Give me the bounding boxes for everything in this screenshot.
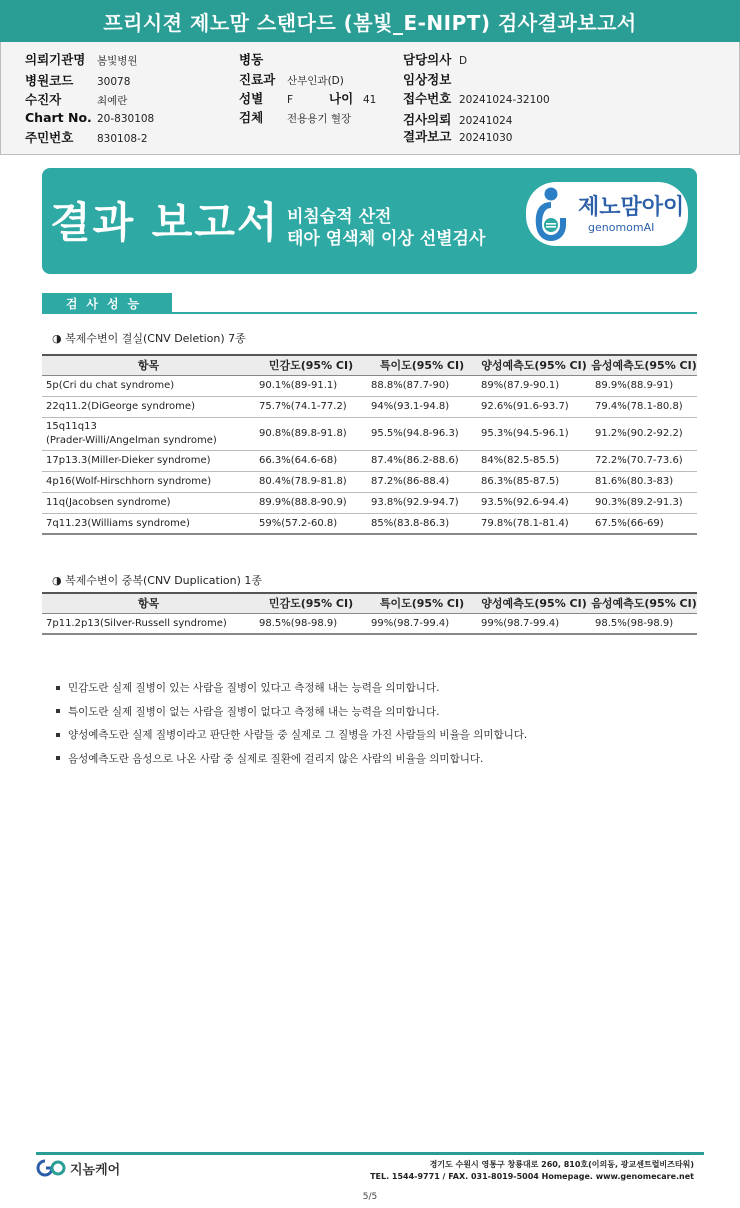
note-item: 양성예측도란 실제 질병이라고 판단한 사람들 중 실제로 그 질병을 가진 사람들의 비율을 의미합니다. [56, 723, 527, 747]
table-row [42, 513, 697, 534]
info-receipt-no [403, 89, 550, 107]
row-value: 92.6%(91.6-93.7) [477, 396, 591, 417]
info-label: 의뢰기관명 [25, 52, 86, 67]
table-row [42, 417, 697, 450]
row-value: 67.5%(66-69) [591, 513, 697, 534]
info-institution [25, 50, 138, 68]
row-value: 84%(82.5-85.5) [477, 450, 591, 471]
row-value: 90.8%(89.8-91.8) [255, 417, 367, 450]
duplication-table-body [42, 613, 697, 634]
info-label: 나이 [329, 91, 354, 106]
patient-info-box [0, 42, 740, 155]
info-resident-no [25, 128, 148, 146]
footer-divider [36, 1152, 704, 1155]
row-value: 90.3%(89.2-91.3) [591, 492, 697, 513]
col-header: 특이도(95% CI) [367, 355, 477, 375]
report-title-bar [0, 0, 740, 42]
definition-notes [56, 676, 527, 770]
info-department [239, 70, 344, 88]
info-value: D [459, 55, 468, 67]
table-row [42, 492, 697, 513]
col-header: 항목 [42, 593, 255, 613]
col-header: 음성예측도(95% CI) [591, 355, 697, 375]
duplication-heading: ◑ 복제수변이 중복(CNV Duplication) 1종 [52, 574, 263, 587]
deletion-table [42, 354, 697, 535]
row-value: 89.9%(88.9-91) [591, 375, 697, 396]
row-item-name: 17p13.3(Miller-Dieker syndrome) [42, 450, 255, 471]
info-value: 20241024 [459, 115, 513, 127]
row-value: 94%(93.1-94.8) [367, 396, 477, 417]
row-value: 89.9%(88.8-90.9) [255, 492, 367, 513]
table-row [42, 450, 697, 471]
row-value: 85%(83.8-86.3) [367, 513, 477, 534]
table-row [42, 613, 697, 634]
banner-title: 결과 보고서 [50, 198, 280, 247]
info-value: 41 [363, 94, 377, 106]
row-item-name: 11q(Jacobsen syndrome) [42, 492, 255, 513]
row-value: 93.8%(92.9-94.7) [367, 492, 477, 513]
info-label: 진료과 [239, 72, 276, 87]
col-header: 항목 [42, 355, 255, 375]
info-label: 결과보고 [403, 129, 452, 144]
row-value: 99%(98.7-99.4) [367, 613, 477, 634]
section-title: 검사성능 [65, 296, 149, 311]
col-header: 양성예측도(95% CI) [477, 593, 591, 613]
row-item-name: 7q11.23(Williams syndrome) [42, 513, 255, 534]
info-sex [239, 89, 293, 107]
row-item-name: 22q11.2(DiGeorge syndrome) [42, 396, 255, 417]
info-value: F [287, 94, 294, 106]
footer-address-block [370, 1159, 694, 1183]
col-header: 민감도(95% CI) [255, 593, 367, 613]
row-value: 87.2%(86-88.4) [367, 471, 477, 492]
row-item-name: 4p16(Wolf-Hirschhorn syndrome) [42, 471, 255, 492]
info-value: 전용용기 혈장 [287, 113, 352, 125]
info-ward [239, 50, 287, 68]
row-value: 90.1%(89-91.1) [255, 375, 367, 396]
deletion-table-body [42, 375, 697, 534]
row-value: 79.4%(78.1-80.8) [591, 396, 697, 417]
info-doctor [403, 50, 467, 68]
info-label: 병동 [239, 52, 264, 67]
row-value: 86.3%(85-87.5) [477, 471, 591, 492]
row-value: 93.5%(92.6-94.4) [477, 492, 591, 513]
note-item: 특이도란 실제 질병이 없는 사람을 질병이 없다고 측정해 내는 능력을 의미합니다. [56, 700, 527, 724]
note-item: 민감도란 실제 질병이 있는 사람을 질병이 있다고 측정해 내는 능력을 의미합니다. [56, 676, 527, 700]
info-label: 접수번호 [403, 91, 452, 106]
info-label: Chart No. [25, 110, 92, 125]
report-title: 프리시젼 제노맘 스탠다드 (봄빛_E-NIPT) 검사결과보고서 [103, 10, 637, 35]
row-value: 89%(87.9-90.1) [477, 375, 591, 396]
info-label: 담당의사 [403, 52, 452, 67]
info-value: 20241024-32100 [459, 94, 550, 106]
banner-subtitle-1: 비침습적 산전 [287, 207, 392, 227]
duplication-table [42, 592, 697, 635]
info-clinical [403, 70, 459, 88]
row-value: 81.6%(80.3-83) [591, 471, 697, 492]
info-request-date [403, 110, 512, 128]
deletion-heading: ◑ 복제수변이 결실(CNV Deletion) 7종 [52, 332, 246, 345]
footer-contact: TEL. 1544-9771 / FAX. 031-8019-5004 Homepage. www.genomecare.net [370, 1172, 694, 1181]
logo-korean-text: 제노맘아이 [578, 195, 685, 220]
info-age [329, 89, 376, 107]
info-value: 최예란 [97, 95, 128, 107]
row-value: 98.5%(98-98.9) [255, 613, 367, 634]
info-label: 성별 [239, 91, 264, 106]
section-tab [42, 293, 172, 313]
table-header-row [42, 355, 697, 375]
row-item-name: 7p11.2p13(Silver-Russell syndrome) [42, 613, 255, 634]
footer-logo [36, 1158, 120, 1178]
footer-address: 경기도 수원시 영통구 창룡대로 260, 810호(이의동, 광교센트럴비즈타워) [429, 1160, 694, 1169]
info-chart-no [25, 110, 154, 125]
info-report-date [403, 127, 512, 145]
row-value: 80.4%(78.9-81.8) [255, 471, 367, 492]
row-value: 75.7%(74.1-77.2) [255, 396, 367, 417]
info-label: 검사의뢰 [403, 112, 452, 127]
row-value: 72.2%(70.7-73.6) [591, 450, 697, 471]
col-header: 음성예측도(95% CI) [591, 593, 697, 613]
info-value: 봄빛병원 [97, 55, 138, 67]
row-value: 95.3%(94.5-96.1) [477, 417, 591, 450]
table-header-row [42, 593, 697, 613]
row-value: 79.8%(78.1-81.4) [477, 513, 591, 534]
genomom-logo [526, 182, 688, 246]
row-value: 95.5%(94.8-96.3) [367, 417, 477, 450]
row-item-name: 15q11q13 (Prader-Willi/Angelman syndrome) [42, 417, 255, 450]
table-row [42, 375, 697, 396]
col-header: 민감도(95% CI) [255, 355, 367, 375]
col-header: 양성예측도(95% CI) [477, 355, 591, 375]
info-value: 830108-2 [97, 133, 148, 145]
info-label: 검체 [239, 110, 264, 125]
info-value: 20-830108 [97, 113, 155, 125]
mother-baby-icon [530, 185, 574, 243]
row-value: 87.4%(86.2-88.6) [367, 450, 477, 471]
row-value: 91.2%(90.2-92.2) [591, 417, 697, 450]
row-value: 98.5%(98-98.9) [591, 613, 697, 634]
row-value: 88.8%(87.7-90) [367, 375, 477, 396]
row-value: 59%(57.2-60.8) [255, 513, 367, 534]
info-label: 임상정보 [403, 72, 452, 87]
info-value: 20241030 [459, 132, 513, 144]
note-item: 음성예측도란 음성으로 나온 사람 중 실제로 질환에 걸리지 않은 사람의 비율을 의미합니다. [56, 747, 527, 771]
page-number: 5/5 [362, 1192, 378, 1202]
info-label: 주민번호 [25, 130, 74, 145]
table-row [42, 471, 697, 492]
footer-company: 지놈케어 [70, 1162, 121, 1178]
info-value: 30078 [97, 76, 131, 88]
info-label: 병원코드 [25, 73, 74, 88]
info-hospital-code [25, 71, 130, 89]
result-banner [42, 168, 697, 274]
row-item-name: 5p(Cri du chat syndrome) [42, 375, 255, 396]
col-header: 특이도(95% CI) [367, 593, 477, 613]
info-patient [25, 90, 127, 108]
info-specimen [239, 108, 351, 126]
table-row [42, 396, 697, 417]
logo-english-text: genomomAI [588, 221, 655, 234]
row-value: 99%(98.7-99.4) [477, 613, 591, 634]
genomecare-logo-icon [36, 1158, 66, 1178]
info-label: 수진자 [25, 92, 62, 107]
banner-subtitle-2: 태아 염색체 이상 선별검사 [287, 229, 486, 249]
section-divider [42, 312, 697, 314]
row-value: 66.3%(64.6-68) [255, 450, 367, 471]
info-value: 산부인과(D) [287, 75, 344, 87]
